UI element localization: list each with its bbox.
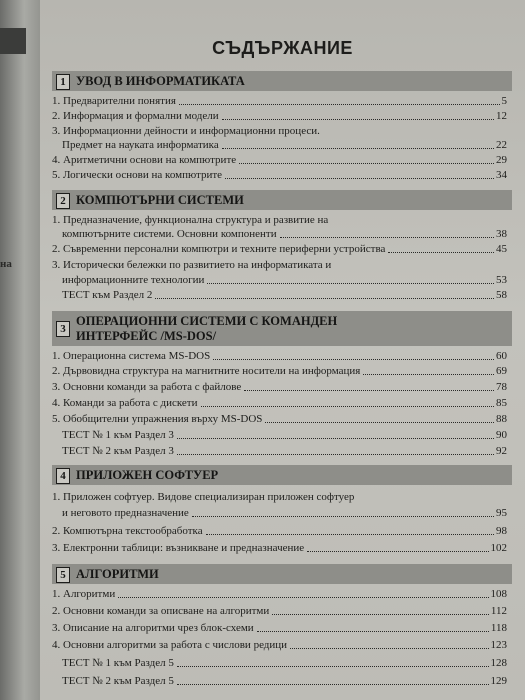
toc-entry[interactable] xyxy=(52,445,507,458)
entry-page: 22 xyxy=(496,139,507,151)
toc-page xyxy=(40,0,525,700)
entry-text: 4. Основни алгоритми за работа с числови редици xyxy=(52,639,288,651)
toc-entry[interactable] xyxy=(52,274,507,287)
entry-page: 129 xyxy=(490,675,507,687)
section-header-3[interactable] xyxy=(52,311,512,346)
entry-text: 2. Дървовидна структура на магнитните носители на информация xyxy=(52,365,361,377)
section-number: 1 xyxy=(56,74,70,90)
entry-page: 92 xyxy=(496,445,507,457)
leader-dots xyxy=(388,251,494,253)
section-header-5[interactable] xyxy=(52,564,512,584)
entry-text: 2. Основни команди за описване на алгоритми xyxy=(52,605,270,617)
entry-text: 3. Основни команди за работа с файлове xyxy=(52,381,242,393)
leader-dots xyxy=(179,103,500,105)
previous-page-edge xyxy=(0,0,44,700)
leader-dots xyxy=(222,118,494,120)
leader-dots xyxy=(177,665,489,667)
entry-page: 95 xyxy=(496,507,507,519)
leader-dots xyxy=(244,389,494,391)
entry-page: 90 xyxy=(496,429,507,441)
toc-entry-line[interactable]: 3. Информационни дейности и информационни процеси. xyxy=(52,125,320,137)
toc-entry[interactable] xyxy=(52,413,507,426)
leader-dots xyxy=(225,177,494,179)
entry-text: 5. Логически основи на компютрите xyxy=(52,169,223,181)
leader-dots xyxy=(307,550,488,552)
leader-dots xyxy=(213,358,494,360)
leader-dots xyxy=(155,297,494,299)
toc-entry-line[interactable]: 1. Приложен софтуер. Видове специализиран приложен софтуер xyxy=(52,491,355,503)
entry-text: и неговото предназначение xyxy=(62,507,189,519)
entry-page: 102 xyxy=(490,542,507,554)
leader-dots xyxy=(206,533,494,535)
toc-entry[interactable] xyxy=(52,639,507,652)
entry-page: 88 xyxy=(496,413,507,425)
entry-page: 34 xyxy=(496,169,507,181)
entry-text: информационните технологии xyxy=(62,274,205,286)
entry-page: 12 xyxy=(496,110,507,122)
leader-dots xyxy=(118,596,488,598)
page-title: СЪДЪРЖАНИЕ xyxy=(212,38,353,58)
toc-entry[interactable] xyxy=(52,675,507,688)
leader-dots xyxy=(280,236,494,238)
page-edge-tab xyxy=(0,28,26,54)
entry-page: 98 xyxy=(496,525,507,537)
toc-entry[interactable] xyxy=(52,95,507,108)
entry-page: 108 xyxy=(490,588,507,600)
entry-text: 2. Информация и формални модели xyxy=(52,110,219,122)
toc-entry[interactable] xyxy=(52,429,507,442)
entry-text: 4. Команди за работа с дискети xyxy=(52,397,198,409)
leader-dots xyxy=(177,683,489,685)
entry-text: 5. Обобщителни упражнения върху MS-DOS xyxy=(52,413,263,425)
section-header-2[interactable] xyxy=(52,190,512,210)
toc-entry[interactable] xyxy=(52,169,507,182)
entry-text: 3. Електронни таблици: възникване и предназначение xyxy=(52,542,305,554)
leader-dots xyxy=(177,437,494,439)
entry-page: 53 xyxy=(496,274,507,286)
page-edge-text: на xyxy=(0,258,12,270)
section-number: 3 xyxy=(56,321,70,337)
entry-page: 29 xyxy=(496,154,507,166)
toc-entry[interactable] xyxy=(52,605,507,618)
entry-text: Предмет на науката информатика xyxy=(62,139,219,151)
toc-entry[interactable] xyxy=(52,507,507,520)
entry-text: 3. Описание на алгоритми чрез блок-схеми xyxy=(52,622,254,634)
toc-entry[interactable] xyxy=(52,365,507,378)
entry-page: 85 xyxy=(496,397,507,409)
leader-dots xyxy=(177,453,494,455)
toc-entry[interactable] xyxy=(52,289,507,302)
section-title-line-1: ОПЕРАЦИОННИ СИСТЕМИ С КОМАНДЕН xyxy=(76,314,338,328)
leader-dots xyxy=(290,647,488,649)
toc-entry[interactable] xyxy=(52,154,507,167)
entry-page: 45 xyxy=(496,243,507,255)
toc-entry[interactable] xyxy=(52,139,507,152)
toc-entry[interactable] xyxy=(52,243,507,256)
section-number: 4 xyxy=(56,468,70,484)
section-title: ПРИЛОЖЕН СОФТУЕР xyxy=(76,468,219,482)
entry-page: 112 xyxy=(490,605,507,617)
toc-entry[interactable] xyxy=(52,228,507,241)
section-number: 5 xyxy=(56,567,70,583)
toc-entry[interactable] xyxy=(52,657,507,670)
section-title: АЛГОРИТМИ xyxy=(76,567,159,581)
toc-entry[interactable] xyxy=(52,397,507,410)
entry-page: 123 xyxy=(490,639,507,651)
entry-page: 38 xyxy=(496,228,507,240)
section-title: УВОД В ИНФОРМАТИКАТА xyxy=(76,74,245,88)
section-title: КОМПЮТЪРНИ СИСТЕМИ xyxy=(76,193,244,207)
entry-page: 69 xyxy=(496,365,507,377)
toc-entry-line[interactable]: 1. Предназначение, функционална структура и развитие на xyxy=(52,214,329,226)
leader-dots xyxy=(201,405,495,407)
entry-text: 2. Компютърна текстообработка xyxy=(52,525,203,537)
toc-entry[interactable] xyxy=(52,110,507,123)
section-number: 2 xyxy=(56,193,70,209)
leader-dots xyxy=(272,613,489,615)
entry-text: 2. Съвременни персонални компютри и техните периферни устройства xyxy=(52,243,386,255)
leader-dots xyxy=(257,630,489,632)
entry-page: 60 xyxy=(496,350,507,362)
leader-dots xyxy=(239,162,494,164)
entry-text: 1. Операционна система MS-DOS xyxy=(52,350,211,362)
entry-text: ТЕСТ № 1 към Раздел 3 xyxy=(62,429,174,441)
leader-dots xyxy=(207,282,494,284)
toc-entry-line[interactable]: 3. Исторически бележки по развитието на информатиката и xyxy=(52,259,332,271)
section-title-line-2: ИНТЕРФЕЙС /MS-DOS/ xyxy=(76,329,217,343)
entry-page: 5 xyxy=(501,95,507,107)
section-header-1[interactable] xyxy=(52,71,512,91)
leader-dots xyxy=(363,373,494,375)
entry-text: ТЕСТ към Раздел 2 xyxy=(62,289,153,301)
toc-entry[interactable] xyxy=(52,350,507,363)
entry-text: 4. Аритметични основи на компютрите xyxy=(52,154,237,166)
toc-entry[interactable] xyxy=(52,381,507,394)
leader-dots xyxy=(222,147,494,149)
toc-entry[interactable] xyxy=(52,622,507,635)
entry-text: ТЕСТ № 2 към Раздел 3 xyxy=(62,445,174,457)
toc-entry[interactable] xyxy=(52,525,507,538)
leader-dots xyxy=(192,515,494,517)
entry-text: ТЕСТ № 2 към Раздел 5 xyxy=(62,675,174,687)
entry-text: компютърните системи. Основни компоненти xyxy=(62,228,277,240)
entry-page: 118 xyxy=(490,622,507,634)
section-header-4[interactable] xyxy=(52,465,512,485)
entry-text: 1. Предварителни понятия xyxy=(52,95,176,107)
entry-page: 128 xyxy=(490,657,507,669)
entry-text: 1. Алгоритми xyxy=(52,588,116,600)
toc-entry[interactable] xyxy=(52,588,507,601)
entry-page: 58 xyxy=(496,289,507,301)
toc-entry[interactable] xyxy=(52,542,507,555)
leader-dots xyxy=(265,421,494,423)
entry-text: ТЕСТ № 1 към Раздел 5 xyxy=(62,657,174,669)
entry-page: 78 xyxy=(496,381,507,393)
